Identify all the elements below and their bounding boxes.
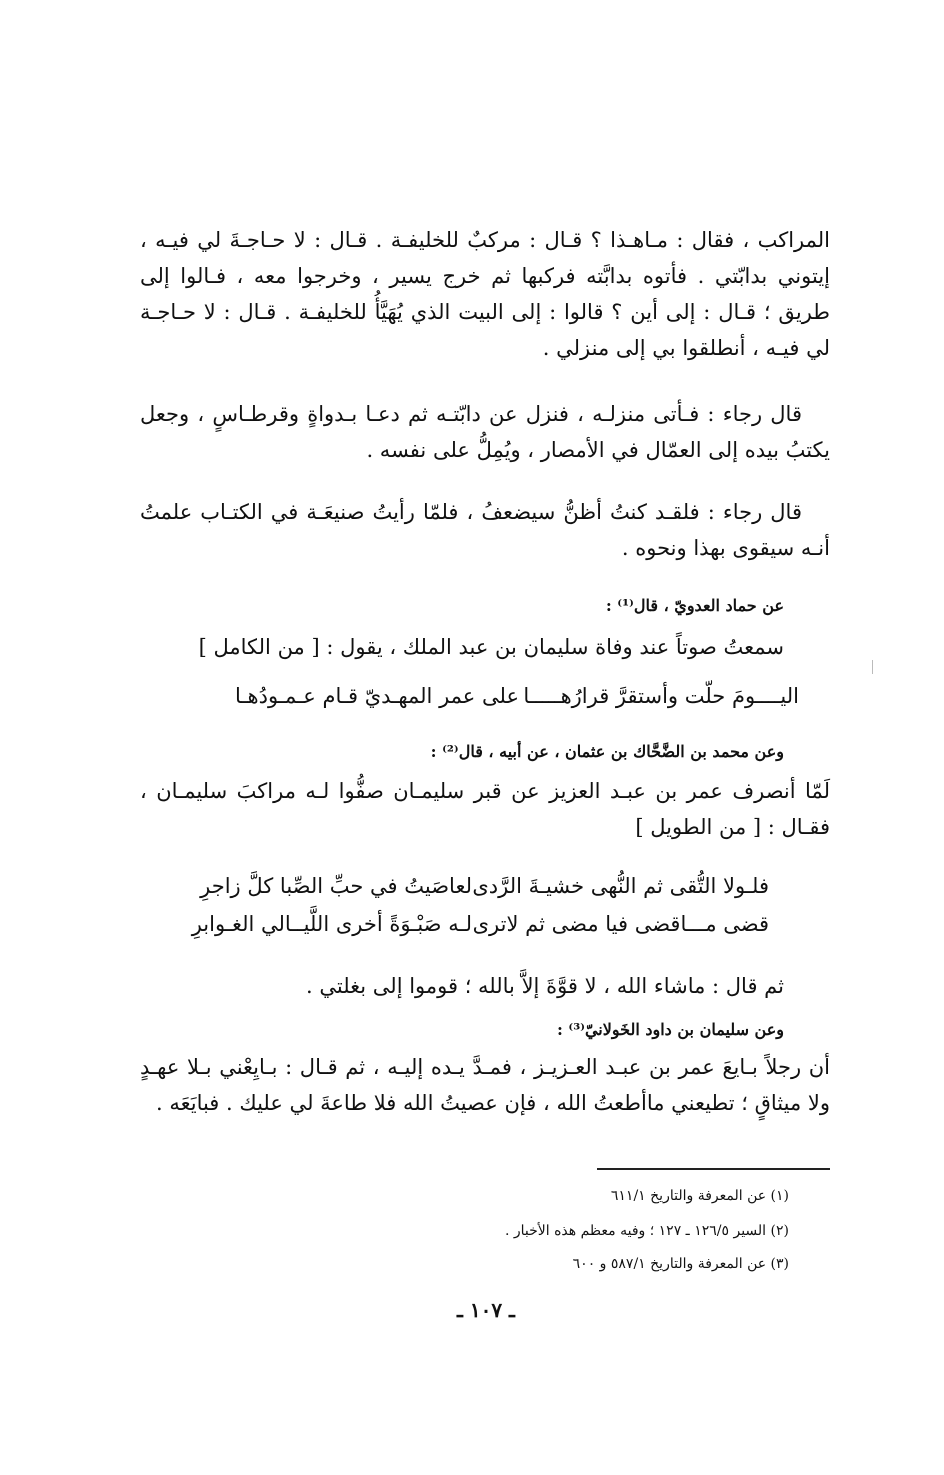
attribution-sulayman: وعن سليمان بن داود الخَولانيّ⁽³⁾ : — [556, 1020, 784, 1039]
paragraph-2: قال رجاء : فـأتى منزلـه ، فنزل عن دابّتـه ثم دعـا بـدواةٍ وقرطـاسٍ ، وجعل يكتبُ بيده إلى العمّال في الأمصار ، ويُمِلُّ على نفسه . — [140, 402, 830, 462]
verse-2-first-hemistich: فلـولا التُّقى ثم النُّهى خشيـةَ الرَّدى — [472, 874, 769, 898]
verse-3-first-hemistich: قضى مـــاقضى فيا مضى ثم لاترى — [472, 912, 769, 936]
page-number: ـ ١٠٧ ـ — [457, 1298, 515, 1322]
verse-1-second-hemistich: على عمر المهـديّ قـام عـمـودُهـا — [234, 684, 519, 708]
attribution-muhammad: وعن محمد بن الضَّحَّاك بن عثمان ، عن أبيه ، قال⁽²⁾ : — [430, 742, 784, 761]
footnote-3: (٣) عن المعرفة والتاريخ ٥٨٧/١ و ٦٠٠ — [572, 1256, 789, 1272]
verse-1-first-hemistich: اليــــومَ حلّت وأستقرَّ قرارُهـــــا — [523, 684, 799, 708]
paragraph-1: المراكب ، فقال : مـاهـذا ؟ قـال : مركبٌ للخليفـة . قـال : لا حـاجـةَ لي فيـه ، إيتوني بدابّتي . فأتوه بدابَّته فركبها ثم خرج يسير ، وخرجوا معه ، فـالوا إلى طريق ؛ قـال : إلى أين ؟ قالوا : إلى البيت الذي يُهَيَّأُ للخليفـة . قـال : لا حـاجـة لي فيـه ، أنطلقوا بي إلى منزلي . — [140, 228, 830, 360]
verse-3-second-hemistich: لـه صَبْـوَةً أخرى اللَّيــالي الغـوابرِ — [191, 912, 472, 936]
footnote-separator — [597, 1168, 830, 1170]
paragraph-5: أن رجلاً بـايعَ عمر بن عبـد العـزيـز ، فمـدَّ يـده إليـه ، ثم قـال : بـايِعْني بـلا عهـدٍ ولا ميثاقٍ ؛ تطيعني ماأطعتُ الله ، فإن عصيتُ الله فلا طاعةَ لي عليك . فبايَعَه . — [140, 1055, 830, 1115]
narration-line-1: سمعتُ صوتاً عند وفاة سليمان بن عبد الملك ، يقول : [ من الكامل ] — [198, 635, 784, 659]
attribution-hammad: عن حماد العدويّ ، قال⁽¹⁾ : — [605, 596, 784, 615]
footnote-2: (٢) السير ١٢٦/٥ ـ ١٢٧ ؛ وفيه معظم هذه الأخبار . — [504, 1223, 789, 1239]
verse-2-second-hemistich: لعاصَيتُ في حبِّ الصِّبا كلَّ زاجرِ — [200, 874, 472, 898]
paragraph-4: لَمّا أنصرف عمر بن عبـد العزيز عن قبر سليمـان صفُّوا لـه مراكبَ سليمـان ، فقـال : [ من الطويل ] — [140, 779, 830, 839]
footnote-1: (١) عن المعرفة والتاريخ ٦١١/١ — [610, 1188, 789, 1204]
scan-margin-mark — [872, 660, 873, 674]
paragraph-3: قال رجاء : فلقـد كنتُ أظنُّ سيضعفُ ، فلمّا رأيتُ صنيعَـة في الكتـاب علمتُ أنـه سيقوى بهذا ونحوه . — [140, 500, 830, 560]
narration-line-2: ثم قال : ماشاء الله ، لا قوَّةَ إلاَّ بالله ؛ قوموا إلى بغلتي . — [306, 974, 784, 998]
